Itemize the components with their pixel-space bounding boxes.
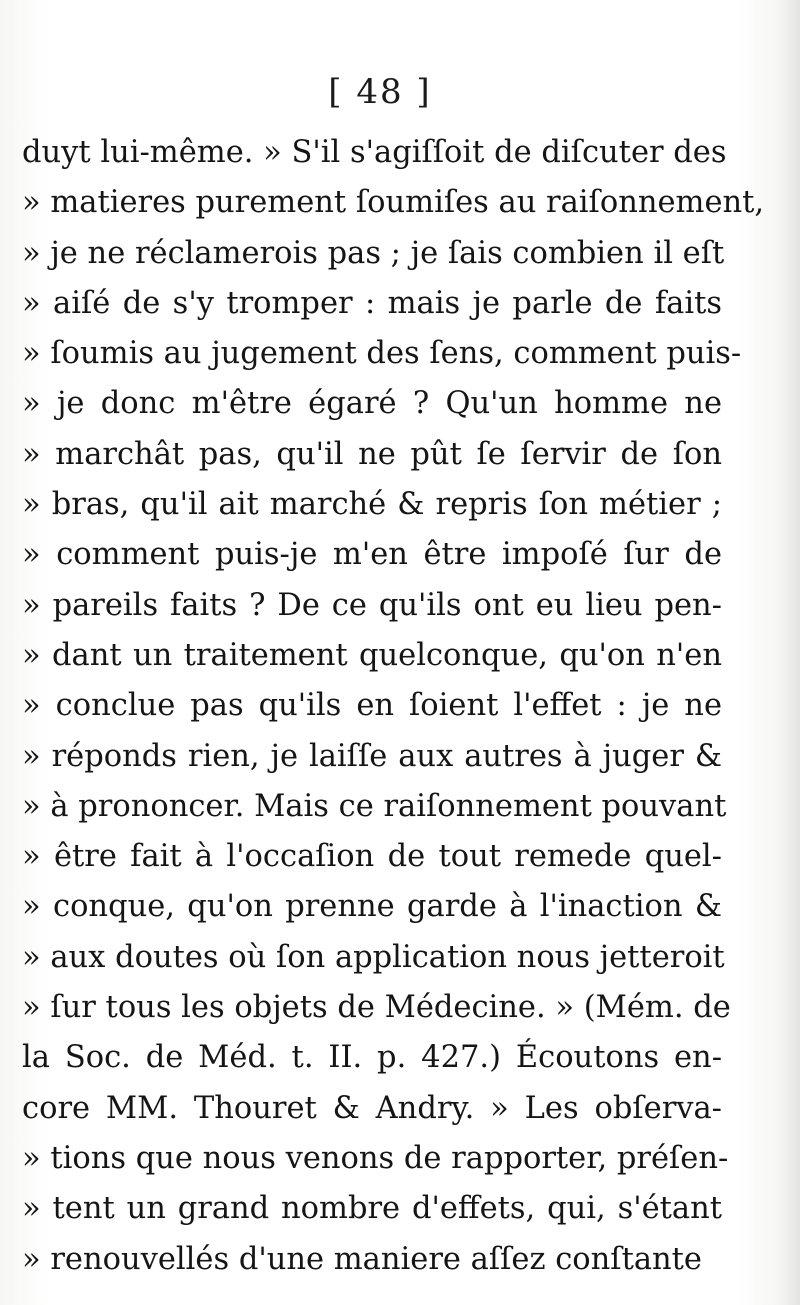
text-line: » conclue pas qu'ils en ſoient l'effet : je ne [22,688,722,724]
text-line: » réponds rien, je laiſſe aux autres à juger & [22,738,722,774]
text-line: » dant un traitement quelconque, qu'on n'en [22,637,722,673]
text-line: » marchât pas, qu'il ne pût ſe ſervir de ſon [22,436,722,472]
text-line: » tions que nous venons de rapporter, préſen- [22,1140,729,1176]
text-line: core MM. Thouret & Andry. » Les obſerva- [22,1090,722,1126]
text-line: » aiſé de s'y tromper : mais je parle de faits [22,285,722,321]
text-line: » comment puis-je m'en être impoſé ſur de [22,537,722,573]
text-line: » ſoumis au jugement des ſens, comment puis- [22,336,742,372]
body-text [22,128,765,1285]
text-line: » conque, qu'on prenne garde à l'inaction & [22,889,722,925]
text-line: » tent un grand nombre d'effets, qui, s'étant [22,1191,722,1227]
text-line: » renouvellés d'une maniere aſſez conſtante [22,1241,702,1277]
text-line: la Soc. de Méd. t. II. p. 427.) Écoutons en- [22,1040,722,1076]
text-line: » aux doutes où ſon application nous jetteroit [22,939,725,975]
text-line: » être fait à l'occaſion de tout remede quel- [22,839,722,875]
text-line: duyt lui-même. » S'il s'agiſſoit de diſcuter des [22,135,727,170]
text-line: » bras, qu'il ait marché & repris ſon métier ; [22,487,722,523]
text-line: » je donc m'être égaré ? Qu'un homme ne [22,386,722,422]
text-line: » à prononcer. Mais ce raiſonnement pouvant [22,788,727,824]
text-line: » matieres purement ſoumiſes au raiſonnement, [22,185,765,221]
text-line: » pareils faits ? De ce qu'ils ont eu lieu pen- [22,587,722,623]
text-line: » ſur tous les objets de Médecine. » (Mém. de [22,990,731,1026]
page-edge-shadow [778,0,800,1305]
page-number: [ 48 ] [328,72,432,112]
text-line: » je ne réclamerois pas ; je ſais combien il eſt [22,235,725,271]
